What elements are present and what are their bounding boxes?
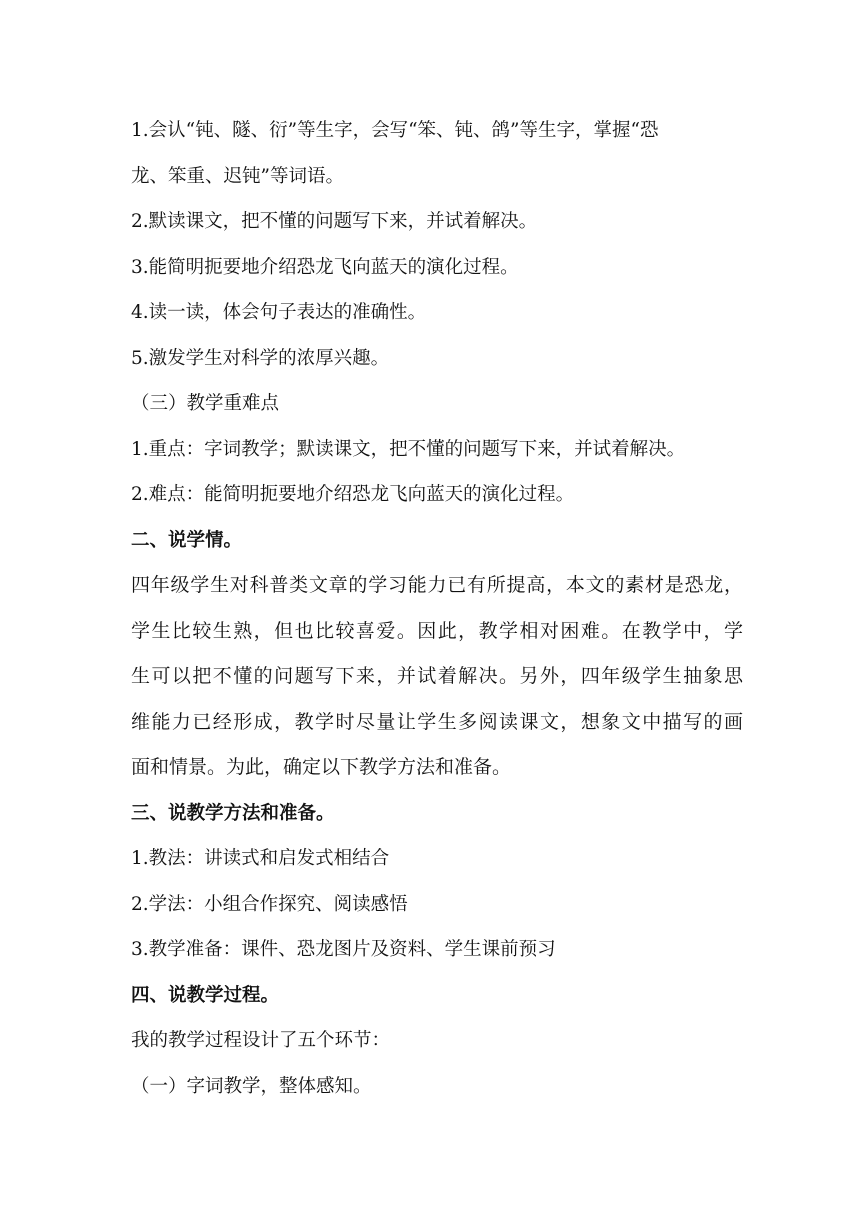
process-step-1-heading: （一）字词教学，整体感知。	[131, 1075, 372, 1097]
key-point-2: 2.难点：能简明扼要地介绍恐龙飞向蓝天的演化过程。	[131, 484, 575, 505]
document-page	[131, 108, 743, 1109]
method-item-1: 1.教法：讲读式和启发式相结合	[131, 848, 390, 869]
section-heading-methods: 三、说教学方法和准备。	[131, 802, 335, 824]
paragraph-line: 四年级学生对科普类文章的学习能力已有所提高，本文的素材是恐龙，	[131, 574, 743, 596]
section-heading-process: 四、说教学过程。	[131, 984, 280, 1006]
objective-3: 3.能简明扼要地介绍恐龙飞向蓝天的演化过程。	[131, 256, 519, 278]
key-points-heading: （三）教学重难点	[131, 393, 280, 414]
paragraph-line: 学生比较生熟，但也比较喜爱。因此，教学相对困难。在教学中，学	[131, 619, 743, 642]
objective-5: 5.激发学生对科学的浓厚兴趣。	[131, 347, 390, 369]
paragraph-line: 面和情景。为此，确定以下教学方法和准备。	[131, 756, 512, 778]
objective-4: 4.读一读，体会句子表达的准确性。	[131, 302, 427, 323]
objective-1-line-2: 龙、笨重、迟钝”等词语。	[131, 165, 344, 187]
paragraph-line: 生可以把不懂的问题写下来，并试着解决。另外，四年级学生抽象思	[131, 665, 743, 687]
learning-situation-paragraph	[131, 563, 743, 791]
paragraph-line: 维能力已经形成，教学时尽量让学生多阅读课文，想象文中描写的画	[131, 710, 743, 733]
method-item-2: 2.学法：小组合作探究、阅读感悟	[131, 893, 408, 915]
objective-1-line-1: 1.会认“钝、隧、衍”等生字，会写“笨、钝、鸽”等生字，掌握“恐	[131, 120, 659, 141]
method-item-3: 3.教学准备：课件、恐龙图片及资料、学生课前预习	[131, 939, 556, 960]
key-point-1: 1.重点：字词教学；默读课文，把不懂的问题写下来，并试着解决。	[131, 438, 686, 460]
process-intro: 我的教学过程设计了五个环节：	[131, 1030, 391, 1051]
section-heading-learning-situation: 二、说学情。	[131, 529, 243, 551]
objective-2: 2.默读课文，把不懂的问题写下来，并试着解决。	[131, 211, 538, 232]
